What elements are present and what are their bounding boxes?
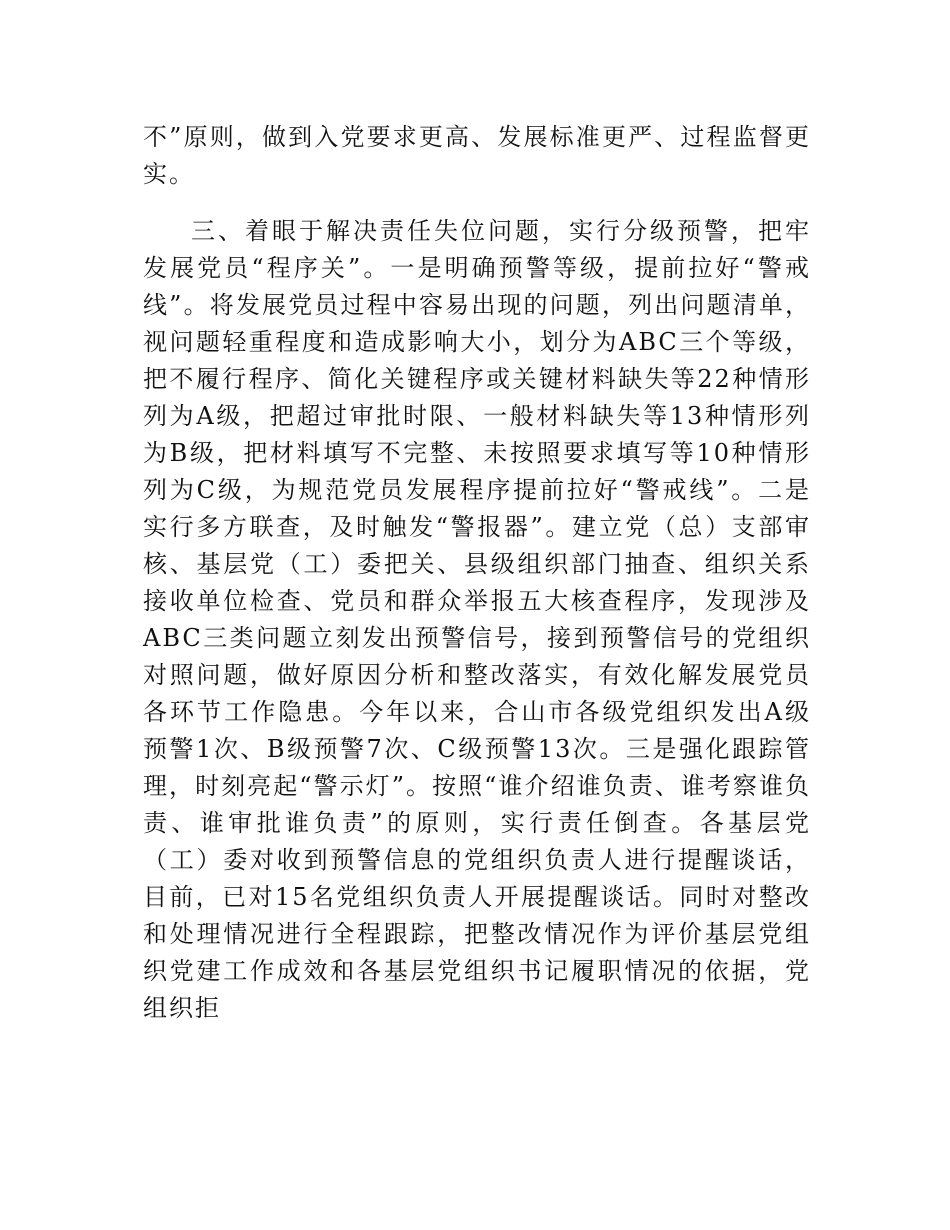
paragraph-section-three-block <box>143 213 811 1027</box>
paragraph-continuation-block <box>143 119 811 193</box>
paragraph-section-three: 三、着眼于解决责任失位问题，实行分级预警，把牢发展党员“程序关”。一是明确预警等级，提前拉好“警戒线”。将发展党员过程中容易出现的问题，列出问题清单，视问题轻重程度和造成影响大小，划分为ABC三个等级，把不履行程序、简化关键程序或关键材料缺失等22种情形列为A级，把超过审批时限、一般材料缺失等13种情形列为B级，把材料填写不完整、未按照要求填写等10种情形列为C级，为规范党员发展程序提前拉好“警戒线”。二是实行多方联查，及时触发“警报器”。建立党（总）支部审核、基层党（工）委把关、县级组织部门抽查、组织关系接收单位检查、党员和群众举报五大核查程序，发现涉及ABC三类问题立刻发出预警信号，接到预警信号的党组织对照问题，做好原因分析和整改落实，有效化解发展党员各环节工作隐患。今年以来，合山市各级党组织发出A级预警1次、B级预警7次、C级预警13次。三是强化跟踪管理，时刻亮起“警示灯”。按照“谁介绍谁负责、谁考察谁负责、谁审批谁负责”的原则，实行责任倒查。各基层党（工）委对收到预警信息的党组织负责人进行提醒谈话，目前，已对15名党组织负责人开展提醒谈话。同时对整改和处理情况进行全程跟踪，把整改情况作为评价基层党组织党建工作成效和各基层党组织书记履职情况的依据，党组织拒 <box>143 217 811 1022</box>
paragraph-continuation: 不”原则，做到入党要求更高、发展标准更严、过程监督更实。 <box>143 123 811 188</box>
